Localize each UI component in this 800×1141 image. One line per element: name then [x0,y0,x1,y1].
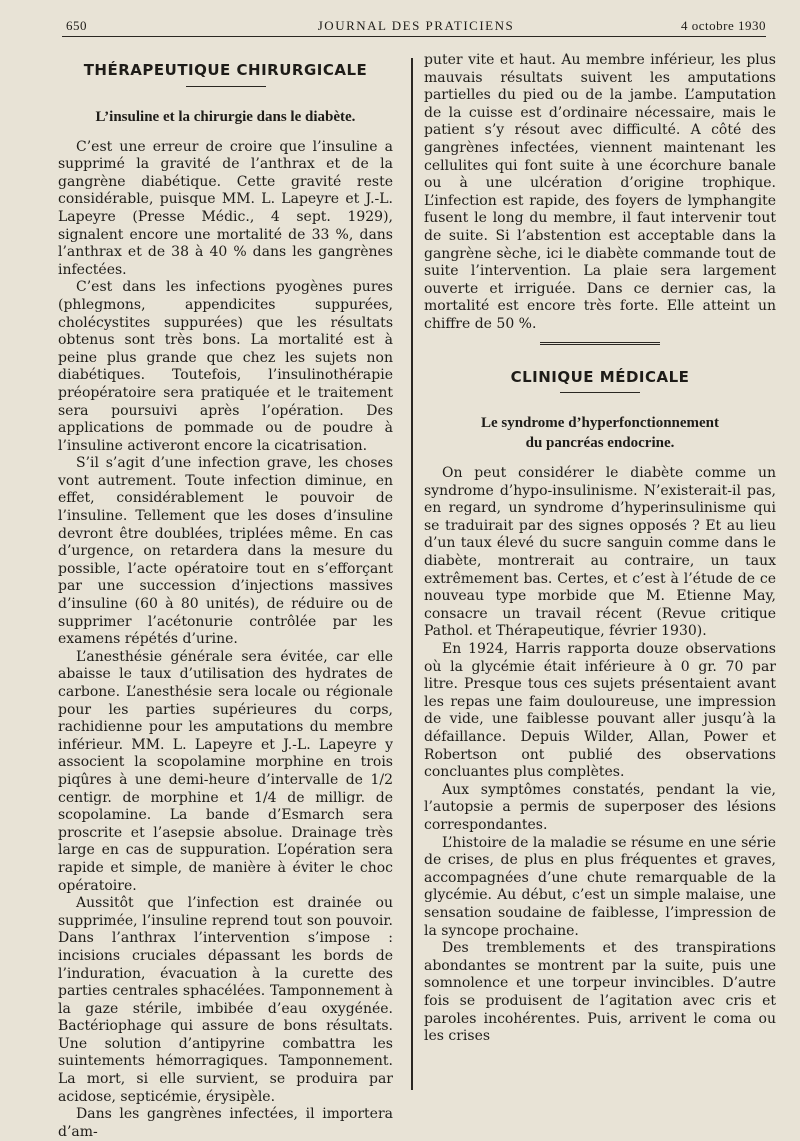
paragraph: C’est dans les infections pyogènes pures (phlegmons, appendicites suppurées, cholécystites suppurées) que les résultats obtenus sont très bons. La mortalité est à peine plus grande que chez les sujets non diabétiques. Toutefois, l’insulinothérapie préopératoire sera pratiquée et le traitement sera poursuivi après l’opération. Des applications de pommade ou de poudre à l’insuline activeront encore la cicatrisation. [58,279,393,454]
paragraph: C’est une erreur de croire que l’insuline a supprimé la gravité de l’anthrax et de la gangrène diabétique. Cette gravité reste considérable, puisque MM. L. Lapeyre et J.-L. Lapeyre (Presse Médic., 4 sept. 1929), signalent encore une mortalité de 33 %, dans l’anthrax et de 38 à 40 % dans les gangrènes infectées. [58,138,393,278]
issue-date: 4 octobre 1930 [681,18,766,33]
section-title-clinique: CLINIQUE MÉDICALE [510,367,690,386]
paragraph-continuation: puter vite et haut. Au membre inférieur, les plus mauvais résultats suivent les amputations partielles du pied ou de la jambe. L’amputation de la cuisse est d’ordinaire nécessaire, mais le patient s’y résout avec difficulté. A côté des gangrènes infectées, viennent maintenant les cellulites qui font suite à une écorchure banale ou à une ulcération d’origine trophique. L’infection est rapide, des foyers de lymphangite fusent le long du membre, il faut intervenir tout de suite. Si l’abstention est acceptable dans la gangrène sèche, ici le diabète commande tout de suite l’intervention. La plaie sera largement ouverte et irriguée. Dans ce dernier cas, la mortalité est encore très forte. Elle atteint un chiffre de 50 %. [424,52,776,332]
article-title-line: du pancréas endocrine. [525,435,675,452]
header-rule [62,36,766,37]
paragraph: Des tremblements et des transpirations abondantes se montrent par la suite, puis une somnolence et une torpeur invincibles. D’autre fois se produisent de l’agitation avec cris et paroles incohérentes. Puis, arrivent le coma ou les crises [424,940,776,1045]
paragraph: On peut considérer le diabète comme un syndrome d’hypo-insulinisme. N’existerait-il pas, en regard, un syndrome d’hyperinsulinisme qui se traduirait par des signes opposés ? Et au lieu d’un taux élevé du sucre sanguin comme dans le diabète, montrerait au contraire, un taux extrêmement bas. Certes, et c’est à l’étude de ce nouveau type morbide que M. Etienne May, consacre un travail récent (Revue critique Pathol. et Thérapeutique, février 1930). [424,465,776,640]
article-title-insuline: L’insuline et la chirurgie dans le diabète. [95,108,356,125]
paragraph: Dans les gangrènes infectées, il importera d’am- [58,1106,393,1140]
journal-name: JOURNAL DES PRATICIENS [317,18,515,33]
right-column [424,52,776,1046]
left-column [58,52,393,1141]
paragraph: En 1924, Harris rapporta douze observations où la glycémie était inférieure à 0 gr. 70 par litre. Presque tous ces sujets présentaient avant les repas une faim douloureuse, une impression de vide, une faiblesse pouvant aller jusqu’à la défaillance. Depuis Wilder, Allan, Power et Robertson ont publié des observations concluantes plus complètes. [424,641,776,781]
section-rule [560,392,640,393]
page-header [66,14,766,36]
section-title-therapeutique: THÉRAPEUTIQUE CHIRURGICALE [83,61,368,79]
paragraph: L’histoire de la maladie se résume en une série de crises, de plus en plus fréquentes et graves, accompagnées d’une chute remarquable de la glycémie. Au début, c’est un simple malaise, une sensation soudaine de faiblesse, l’impression de la syncope prochaine. [424,834,776,939]
article-title-syndrome [424,413,776,453]
column-divider [411,58,413,1090]
double-rule [540,342,660,347]
paragraph: Aussitôt que l’infection est drainée ou supprimée, l’insuline reprend tout son pouvoir. Dans l’anthrax l’intervention s’impose : incisions cruciales dépassant les bords de l’induration, évacuation à la curette des parties centrales sphacélées. Tamponnement à la gaze stérile, imbibée d’eau oxygénée. Bactériophage qui assure de bons résultats. Une solution d’antipyrine combattra les suintements hémorragiques. Tamponnement. La mort, si elle survient, se produira par acidose, septicémie, érysipèle. [58,895,393,1105]
article-title-line: Le syndrome d’hyperfonctionnement [480,415,720,432]
section-rule [186,86,266,87]
paragraph: L’anesthésie générale sera évitée, car elle abaisse le taux d’utilisation des hydrates de carbone. L’anesthésie sera locale ou régionale pour les parties supérieures du corps, rachidienne pour les amputations du membre inférieur. MM. L. Lapeyre et J.-L. Lapeyre y associent la scopolamine morphine en trois piqûres à une demi-heure d’intervalle de 1/2 centigr. de morphine et 1/4 de milligr. de scopolamine. La bande d’Esmarch sera proscrite et l’asepsie absolue. Drainage très large en cas de suppuration. L’opération sera rapide et simple, de manière à éviter le choc opératoire. [58,648,393,894]
page-number: 650 [66,18,87,33]
paragraph: S’il s’agit d’une infection grave, les choses vont autrement. Toute infection diminue, en effet, considérablement le pouvoir de l’insuline. Tellement que les doses d’insuline devront être doublées, triplées même. En cas d’urgence, on retardera dans la mesure du possible, l’acte opératoire tout en s’efforçant par une succession d’injections massives d’insuline (60 à 80 unités), de réduire ou de supprimer l’acétonurie contrôlée par les examens répétés d’urine. [58,455,393,648]
paragraph: Aux symptômes constatés, pendant la vie, l’autopsie a permis de superposer des lésions correspondantes. [424,781,776,833]
